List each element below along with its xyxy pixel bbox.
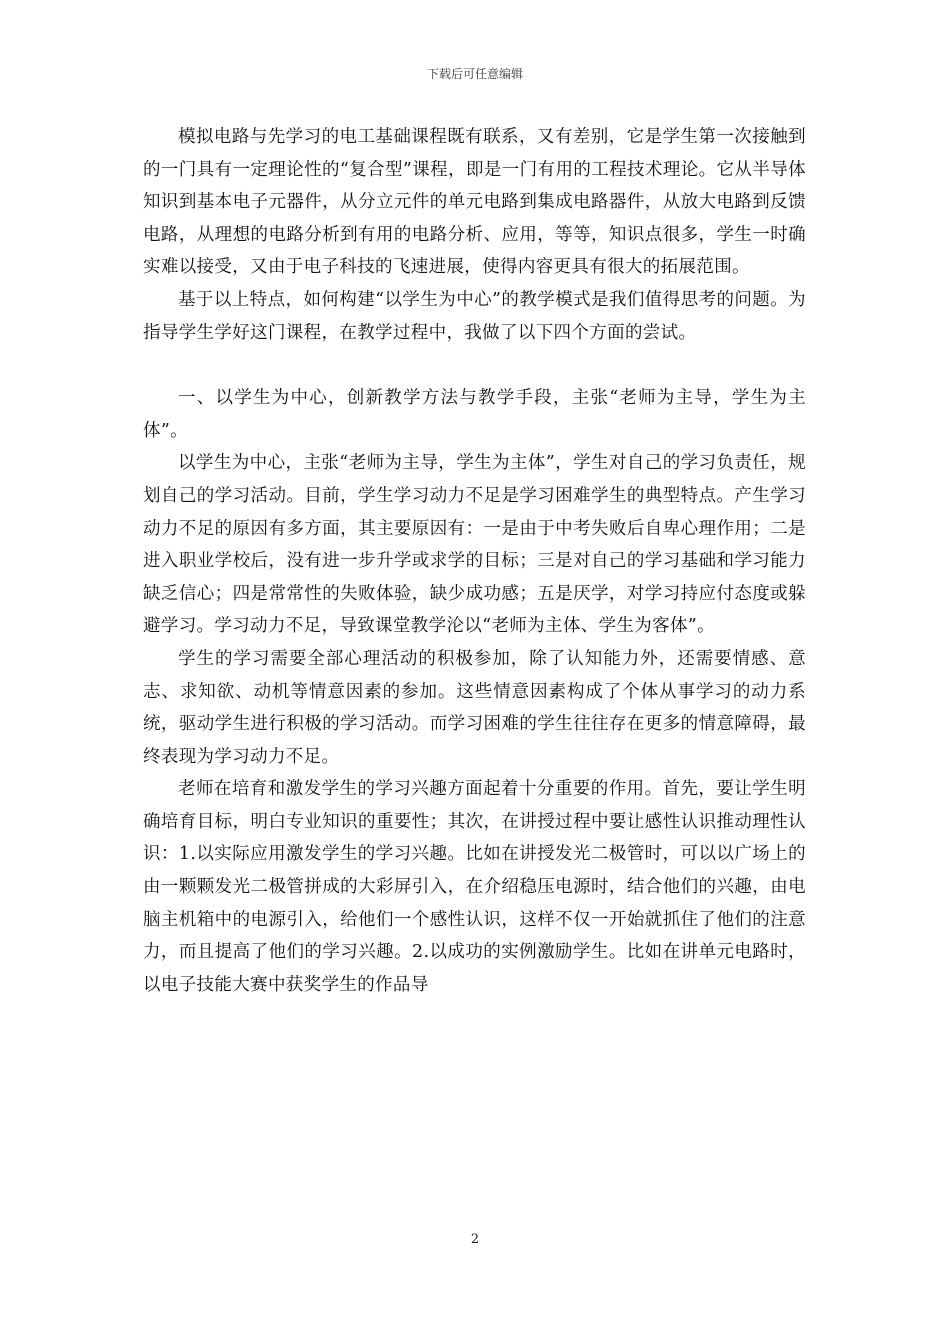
paragraph-gap [143,349,806,382]
paragraph-affective-factors: 学生的学习需要全部心理活动的积极参加，除了认知能力外，还需要情感、意志、求知欲、动机等情意因素的参加。这些情意因素构成了个体从事学习的动力系统，驱动学生进行积极的学习活动。而学习困难的学生往往存在更多的情意障碍，最终表现为学习动力不足。 [143,648,806,767]
page-number: 2 [470,1232,480,1247]
paragraph-teaching-model: 基于以上特点，如何构建“以学生为中心”的教学模式是我们值得思考的问题。为指导学生学好这门课程，在教学过程中，我做了以下四个方面的尝试。 [143,289,806,343]
section-heading-one: 一、以学生为中心，创新教学方法与教学手段，主张“老师为主导，学生为主体”。 [143,388,806,441]
page-header: 下载后可任意编辑 [426,67,523,81]
document-body [143,121,806,1001]
paragraph-course-intro: 模拟电路与先学习的电工基础课程既有联系，又有差别，它是学生第一次接触到的一门具有一定理论性的“复合型”课程，即是一门有用的工程技术理论。它从半导体知识到基本电子元器件，从分立元件的单元电路到集成电路器件，从放大电路到反馈电路，从理想的电路分析到有用的电路分析、应用，等等，知识点很多，学生一时确实难以接受，又由于电子科技的飞速进展，使得内容更具有很大的拓展范围。 [143,127,806,278]
paragraph-motivation: 以学生为中心，主张“老师为主导，学生为主体”，学生对自己的学习负责任，规划自己的学习活动。目前，学生学习动力不足是学习困难学生的典型特点。产生学习动力不足的原因有多方面，其主要原因有：一是由于中考失败后自卑心理作用；二是进入职业学校后，没有进一步升学或求学的目标；三是对自己的学习基础和学习能力缺乏信心；四是常常性的失败体验，缺少成功感；五是厌学，对学习持应付态度或躲避学习。学习动力不足，导致课堂教学沦以“老师为主体、学生为客体”。 [143,453,806,637]
paragraph-interest-cultivation: 老师在培育和激发学生的学习兴趣方面起着十分重要的作用。首先，要让学生明确培育目标，明白专业知识的重要性；其次，在讲授过程中要让感性认识推动理性认识：1.以实际应用激发学生的学习兴趣。比如在讲授发光二极管时，可以以广场上的由一颗颗发光二极管拼成的大彩屏引入，在介绍稳压电源时，结合他们的兴趣，由电脑主机箱中的电源引入，给他们一个感性认识，这样不仅一开始就抓住了他们的注意力，而且提高了他们的学习兴趣。2.以成功的实例激励学生。比如在讲单元电路时，以电子技能大赛中获奖学生的作品导 [143,779,806,995]
